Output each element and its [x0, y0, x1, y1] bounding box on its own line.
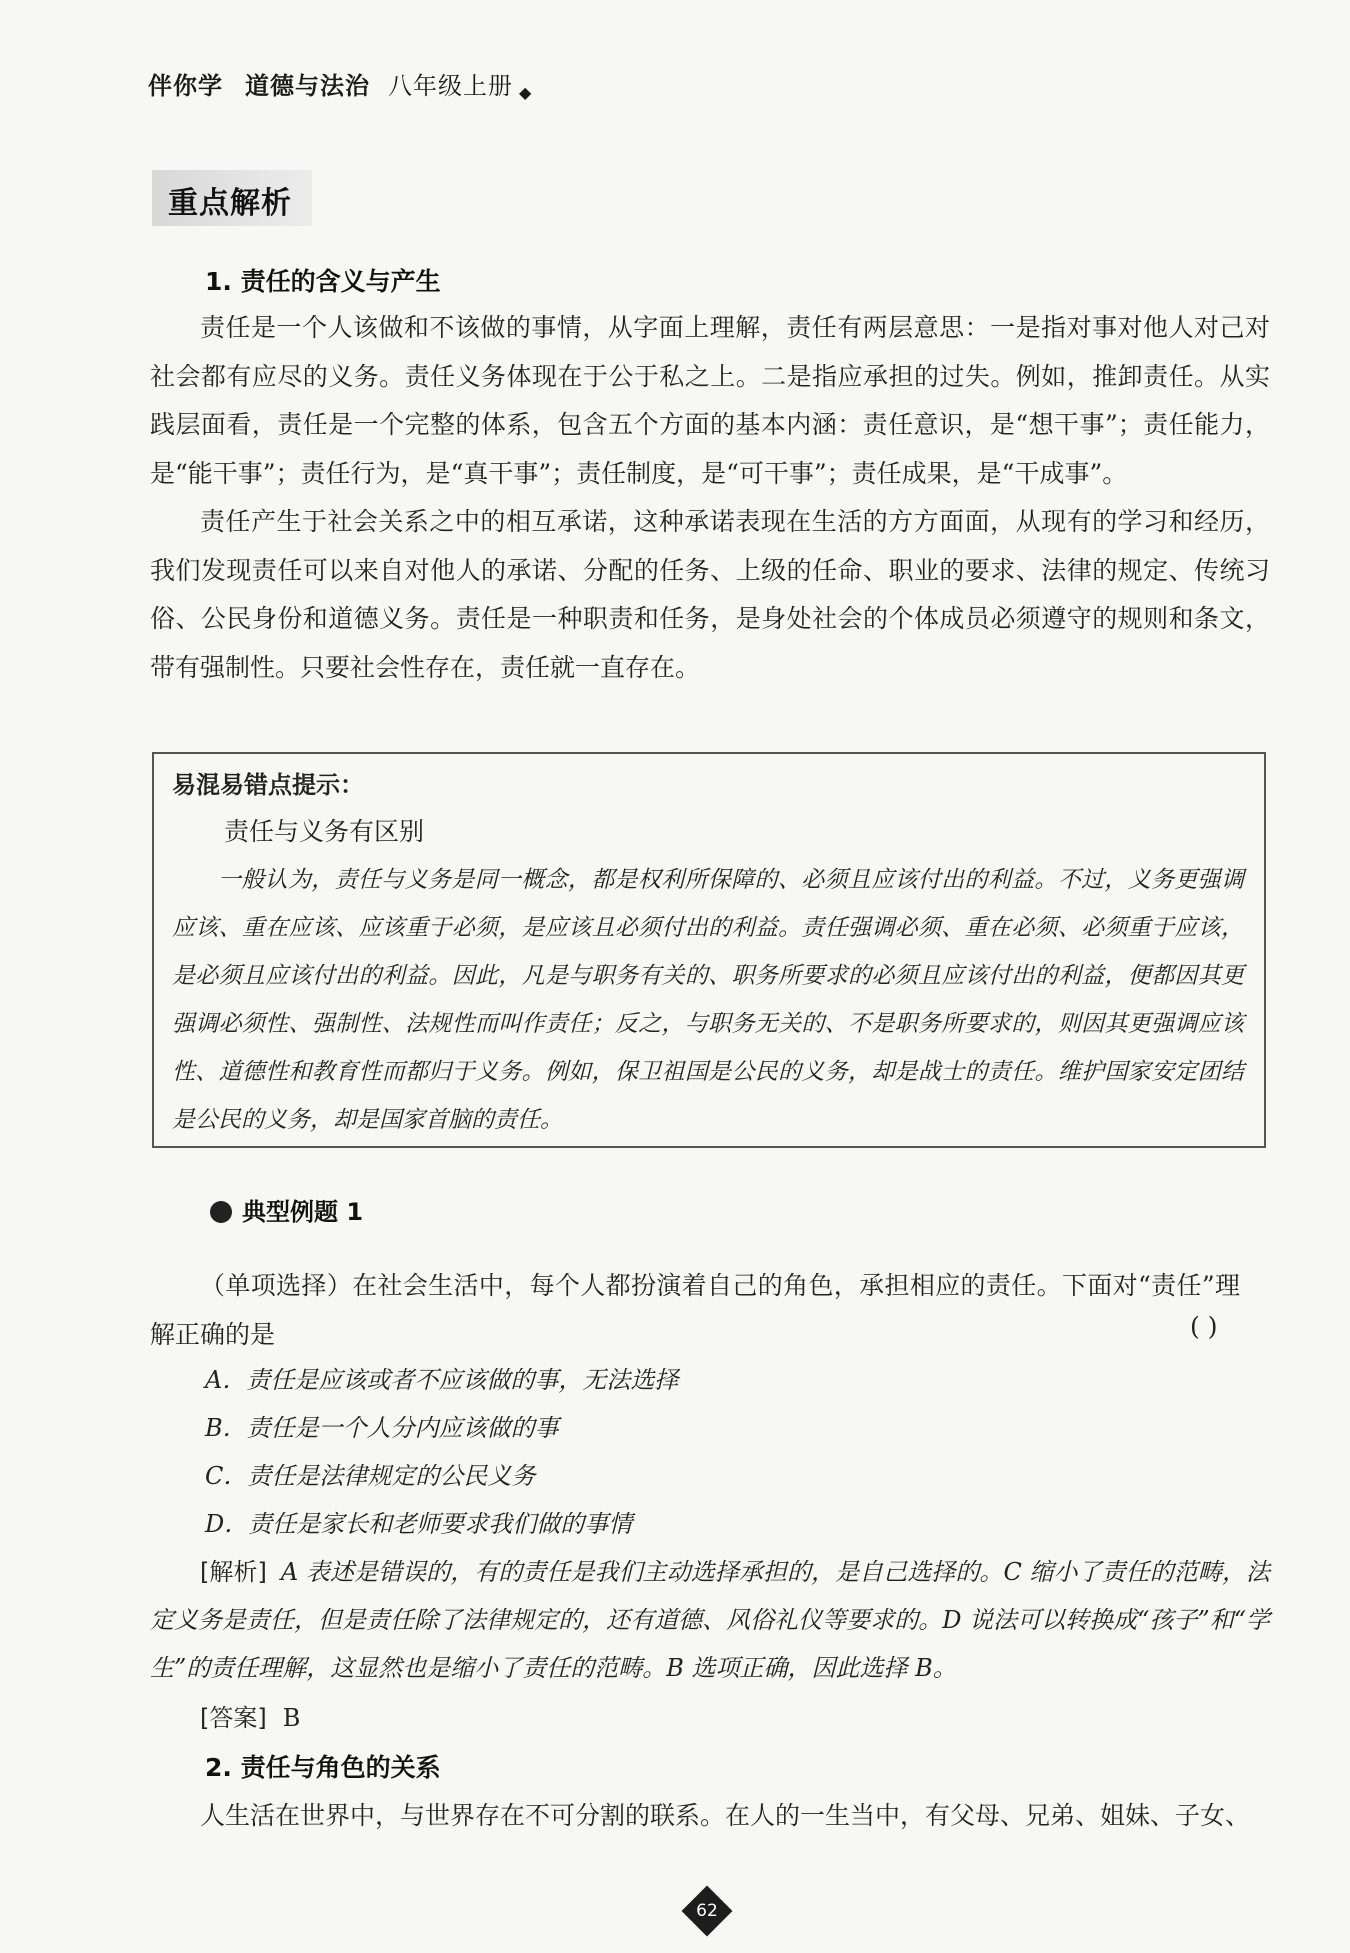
answer-blank: ( ): [1190, 1312, 1218, 1341]
option-list: [205, 1356, 678, 1548]
header-brand: 伴你学: [148, 72, 223, 100]
header-subject: 道德与法治: [245, 72, 370, 100]
paragraph-origin: 责任产生于社会关系之中的相互承诺，这种承诺表现在生活的方方面面，从现有的学习和经历，我们发现责任可以来自对他人的承诺、分配的任务、上级的任命、职业的要求、法律的规定、传统习俗、公民身份和道德义务。责任是一种职责和任务，是身处社会的个体成员必须遵守的规则和条文，带有强制性。只要社会性存在，责任就一直存在。: [150, 507, 1270, 682]
paragraph-roles: 人生活在世界中，与世界存在不可分割的联系。在人的一生当中，有父母、兄弟、姐妹、子女、: [200, 1801, 1251, 1830]
header-grade: 八年级上册: [388, 72, 513, 100]
body-section-2: [150, 1792, 1270, 1841]
page-number: 62: [696, 1901, 718, 1921]
diamond-icon: ◆: [519, 83, 533, 102]
option-b: B．责任是一个人分内应该做的事: [205, 1414, 559, 1442]
tip-box: [152, 752, 1266, 1148]
analysis-block: [150, 1548, 1270, 1692]
tip-subtitle: 责任与义务有区别: [224, 817, 425, 846]
answer-tag: [答案]: [200, 1704, 267, 1732]
running-header: [148, 66, 532, 101]
section-title: 重点解析: [168, 186, 292, 221]
heading-1: 1. 责任的含义与产生: [205, 267, 441, 296]
page-number-badge: [681, 1885, 733, 1937]
answer-value: B: [282, 1704, 301, 1732]
tip-text: 一般认为，责任与义务是同一概念，都是权利所保障的、必须且应该付出的利益。不过，义务更强调应该、重在应该、应该重于必须，是应该且必须付出的利益。责任强调必须、重在必须、必须重于应该，是必须且应该付出的利益。因此，凡是与职务有关的、职务所要求的必须且应该付出的利益，便都因其更强调必须性、强制性、法规性而叫作责任；反之，与职务无关的、不是职务所要求的，则因其更强调应该性、道德性和教育性而都归于义务。例如，保卫祖国是公民的义务，却是战士的责任。维护国家安定团结是公民的义务，却是国家首脑的责任。: [172, 867, 1244, 1133]
example-heading: [210, 1192, 363, 1227]
paragraph-definition: 责任是一个人该做和不该做的事情，从字面上理解，责任有两层意思：一是指对事对他人对己对社会都有应尽的义务。责任义务体现在于公于私之上。二是指应承担的过失。例如，推卸责任。从实践层面看，责任是一个完整的体系，包含五个方面的基本内涵：责任意识，是“想干事”；责任能力，是“能干事”；责任行为，是“真干事”；责任制度，是“可干事”；责任成果，是“干成事”。: [150, 313, 1270, 488]
bullet-icon: [210, 1201, 232, 1223]
heading-2: 2. 责任与角色的关系: [205, 1753, 441, 1782]
analysis-tag: [解析]: [200, 1558, 267, 1586]
example-question-block: [150, 1262, 1240, 1359]
option-d: D．责任是家长和老师要求我们做的事情: [205, 1510, 633, 1538]
analysis-text: A 表述是错误的，有的责任是我们主动选择承担的，是自己选择的。C 缩小了责任的范畴，法定义务是责任，但是责任除了法律规定的，还有道德、风俗礼仪等要求的。D 说法可以转换成“孩子”和“学生”的责任理解，这显然也是缩小了责任的范畴。B 选项正确，因此选择 B。: [150, 1558, 1270, 1682]
option-c: C．责任是法律规定的公民义务: [205, 1462, 536, 1490]
example-title: 典型例题 1: [242, 1198, 364, 1226]
body-section-1: [150, 304, 1270, 692]
tip-title: 易混易错点提示：: [172, 771, 364, 799]
answer-block: [200, 1694, 300, 1742]
option-a: A．责任是应该或者不应该做的事，无法选择: [205, 1366, 679, 1394]
example-question: （单项选择）在社会生活中，每个人都扮演着自己的角色，承担相应的责任。下面对“责任”理解正确的是: [150, 1271, 1240, 1349]
